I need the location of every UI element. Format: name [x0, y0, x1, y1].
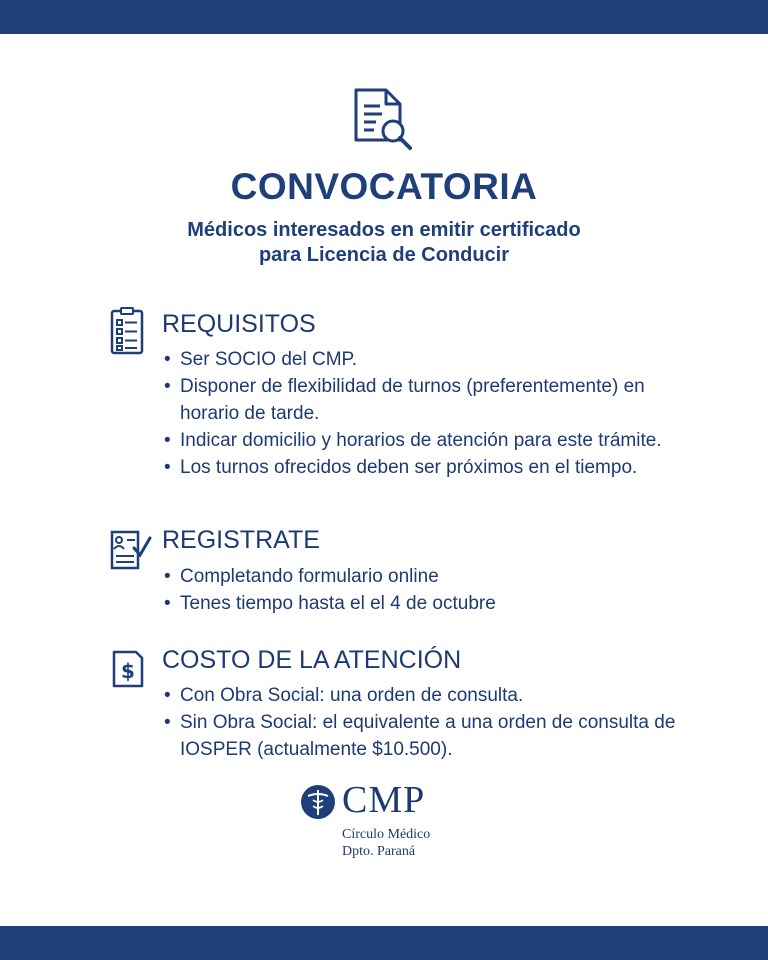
list-item: • Sin Obra Social: el equivalente a una orden de consulta de IOSPER (actualmente $10.500).: [164, 709, 724, 763]
list-item: • Tenes tiempo hasta el el 4 de octubre: [164, 590, 704, 617]
section-title-registrate: REGISTRATE: [162, 526, 320, 554]
list-item: • Indicar domicilio y horarios de atención para este trámite.: [164, 427, 704, 454]
section-title-costo: COSTO DE LA ATENCIÓN: [162, 646, 462, 674]
logo-sub-line-2: Dpto. Paraná: [342, 844, 416, 859]
list-item: • Los turnos ofrecidos deben ser próximos en el tiempo.: [164, 454, 704, 481]
logo-subtitle: [342, 826, 430, 860]
document-search-icon: [350, 86, 420, 156]
logo-name: CMP: [342, 779, 426, 821]
page-subtitle: [0, 218, 768, 268]
registrate-list: [164, 563, 704, 617]
list-item: • Ser SOCIO del CMP.: [164, 346, 704, 373]
dollar-receipt-icon: [110, 644, 146, 690]
page-title: CONVOCATORIA: [230, 166, 538, 207]
list-item: • Con Obra Social: una orden de consulta.: [164, 682, 724, 709]
bottom-banner-bar: [0, 926, 768, 960]
requisitos-list: [164, 346, 704, 481]
costo-list: [164, 682, 724, 763]
list-item: • Disponer de flexibilidad de turnos (preferentemente) en horario de tarde.: [164, 373, 704, 427]
svg-text:$: $: [121, 659, 135, 683]
checklist-clipboard-icon: [108, 306, 146, 356]
subtitle-line-2: para Licencia de Conducir: [258, 244, 510, 266]
section-title-requisitos: REQUISITOS: [162, 310, 316, 338]
subtitle-line-1: Médicos interesados en emitir certificado: [187, 219, 581, 241]
form-signup-icon: [108, 528, 152, 574]
caduceus-icon: [300, 784, 336, 820]
top-banner-bar: [0, 0, 768, 34]
list-item: • Completando formulario online: [164, 563, 704, 590]
logo-sub-line-1: Círculo Médico: [342, 827, 431, 842]
